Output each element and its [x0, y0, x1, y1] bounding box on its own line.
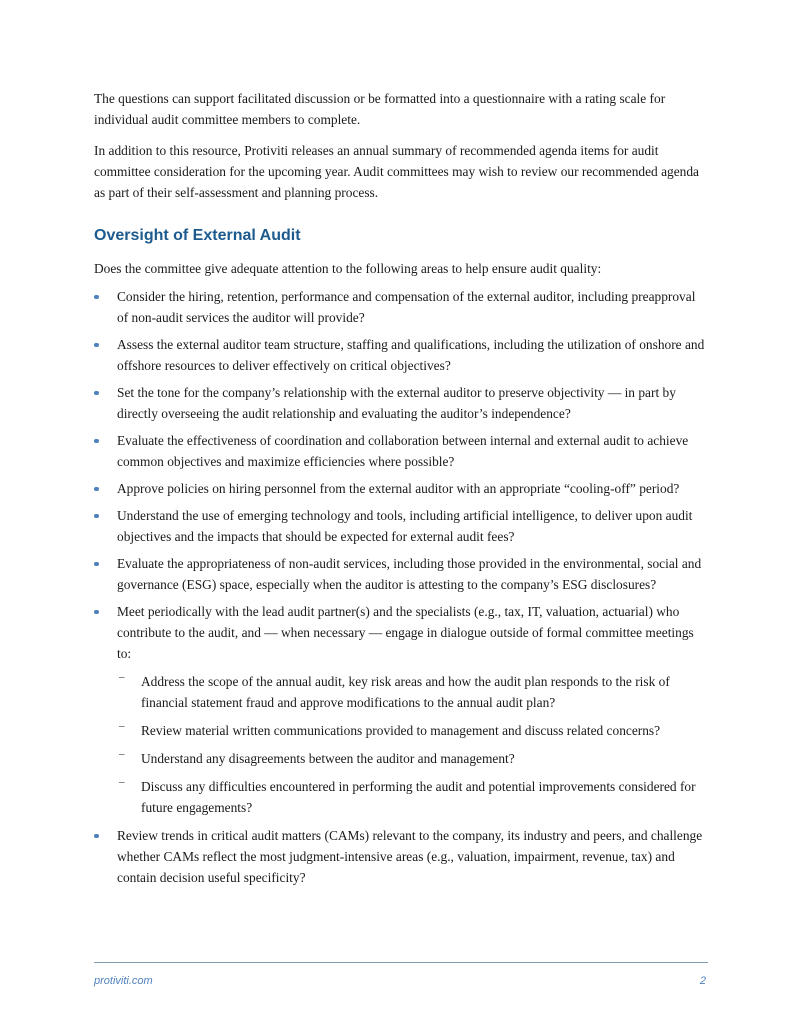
sub-list-item [117, 748, 708, 769]
bullet-icon [94, 834, 99, 839]
sub-list-item [117, 776, 708, 818]
dash-marker-icon: – [119, 776, 125, 788]
list-item [94, 286, 708, 328]
intro-paragraph-1: The questions can support facilitated discussion or be formatted into a questionnaire with a rating scale for individual audit committee members to complete. [94, 91, 666, 127]
sub-list-item-text: Review material written communications provided to management and discuss related concerns? [141, 723, 661, 738]
dash-marker-icon: – [119, 748, 125, 760]
list-item [94, 825, 708, 888]
sub-list-item-text: Understand any disagreements between the auditor and management? [141, 751, 515, 766]
dash-marker-icon: – [119, 671, 125, 683]
page-number: 2 [699, 975, 706, 987]
bullet-icon [94, 439, 99, 444]
list-item [94, 505, 708, 547]
sub-list [117, 671, 708, 818]
bullet-icon [94, 391, 99, 396]
list-item-text: Assess the external auditor team structure, staffing and qualifications, including the utilization of onshore and offshore resources to deliver effectively on critical objectives? [117, 337, 705, 373]
list-item [94, 553, 708, 595]
list-item-text: Evaluate the effectiveness of coordination and collaboration between internal and external audit to achieve common objectives and maximize efficiencies where possible? [117, 433, 689, 469]
sub-list-item [117, 671, 708, 713]
dash-marker-icon: – [119, 720, 125, 732]
sub-list-item-text: Discuss any difficulties encountered in performing the audit and potential improvements considered for future engagements? [141, 779, 696, 815]
list-item [94, 601, 708, 818]
question-list [94, 286, 708, 888]
list-item-text: Approve policies on hiring personnel from the external auditor with an appropriate “cooling-off” period? [117, 481, 680, 496]
list-item [94, 478, 708, 499]
list-item [94, 382, 708, 424]
list-item-text: Review trends in critical audit matters (CAMs) relevant to the company, its industry and peers, and challenge whether CAMs reflect the most judgment-intensive areas (e.g., valuation, impairment, revenue, tax) and contain decision useful specificity? [117, 828, 703, 885]
intro-paragraph-2: In addition to this resource, Protiviti releases an annual summary of recommended agenda items for audit committee consideration for the upcoming year. Audit committees may wish to review our recommended agenda as part of their self-assessment and planning process. [94, 143, 700, 200]
list-item-text: Understand the use of emerging technology and tools, including artificial intelligence, to deliver upon audit objectives and the impacts that should be expected for external audit fees? [117, 508, 693, 544]
sub-list-item [117, 720, 708, 741]
bullet-icon [94, 343, 99, 348]
list-item-text: Evaluate the appropriateness of non-audit services, including those provided in the environmental, social and governance (ESG) space, especially when the auditor is attesting to the company’s ESG disclosures? [117, 556, 702, 592]
list-item [94, 334, 708, 376]
section-lead: Does the committee give adequate attention to the following areas to help ensure audit quality: [94, 261, 602, 276]
bullet-icon [94, 295, 99, 300]
footer-site-link[interactable]: protiviti.com [94, 975, 153, 987]
footer-divider [94, 962, 708, 963]
bullet-icon [94, 610, 99, 615]
list-item-text: Meet periodically with the lead audit partner(s) and the specialists (e.g., tax, IT, valuation, actuarial) who contribute to the audit, and — when necessary — engage in dialogue outside of formal committee meetings to: [117, 604, 694, 661]
bullet-icon [94, 514, 99, 519]
bullet-icon [94, 487, 99, 492]
list-item-text: Set the tone for the company’s relationship with the external auditor to preserve objectivity — in part by directly overseeing the audit relationship and evaluating the auditor’s independence? [117, 385, 676, 421]
list-item-text: Consider the hiring, retention, performance and compensation of the external auditor, including preapproval of non-audit services the auditor will provide? [117, 289, 696, 325]
list-item [94, 430, 708, 472]
sub-list-item-text: Address the scope of the annual audit, key risk areas and how the audit plan responds to the risk of financial statement fraud and approve modifications to the annual audit plan? [141, 674, 670, 710]
document-body [94, 88, 708, 894]
bullet-icon [94, 562, 99, 567]
section-heading: Oversight of External Audit [94, 227, 301, 244]
